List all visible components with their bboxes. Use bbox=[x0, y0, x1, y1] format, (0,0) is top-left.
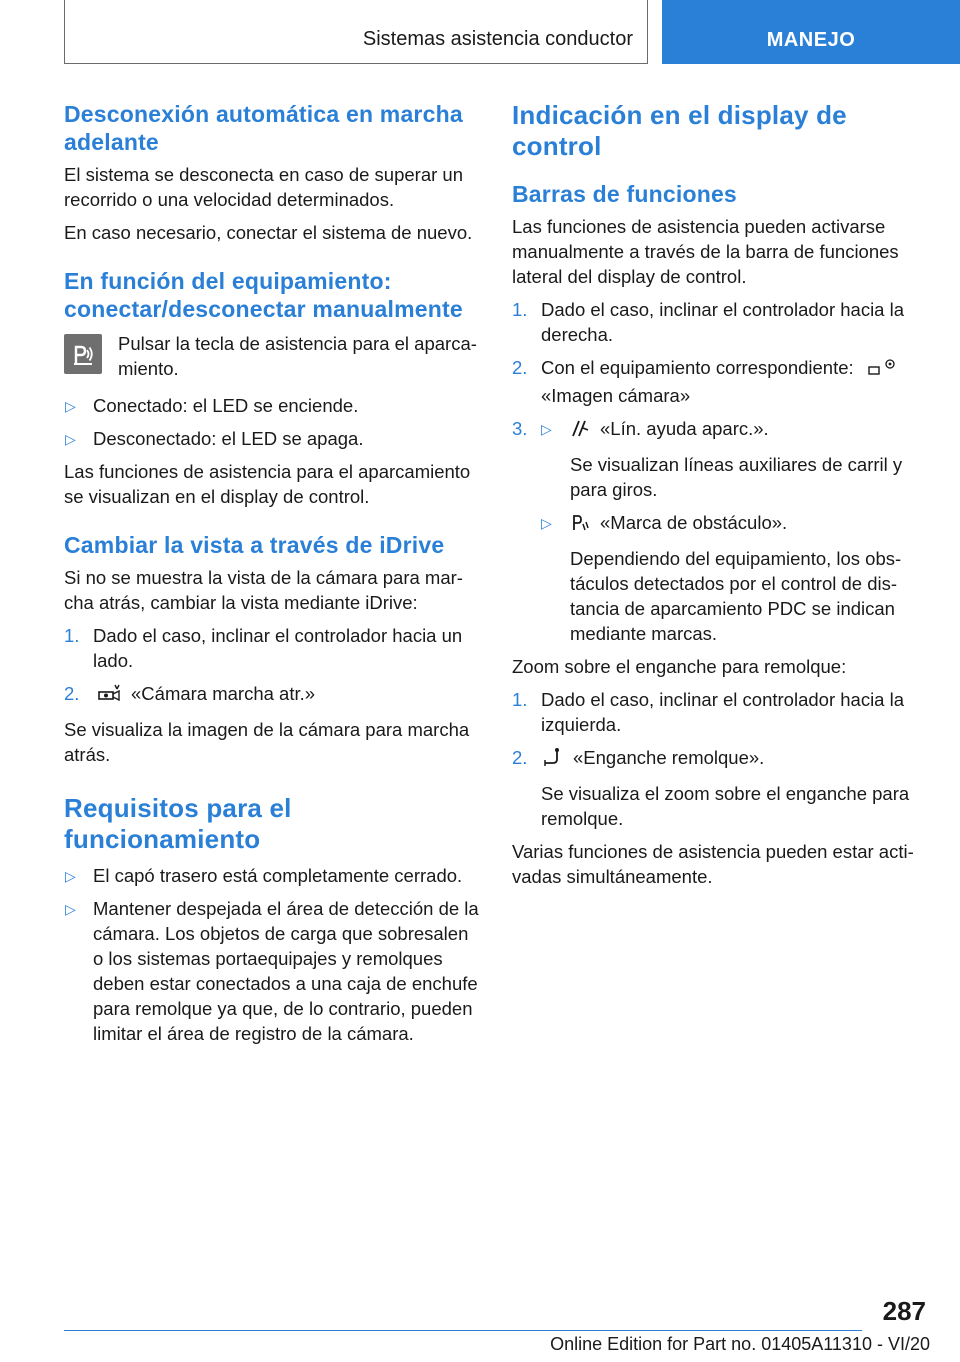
paragraph: Las funciones de asistencia pueden activarse manualmente a través de la barra de funciones lateral del display de control. bbox=[512, 216, 899, 287]
list-item: ▷ Mantener despejada el área de detección de la cámara. Los objetos de carga que sobresalen o los sistemas portaequipajes y remolques deben estar conectados a una caja de enchufe para remolque ya que, de lo contrario, pueden limitar el área de registro de la cámara. bbox=[65, 898, 479, 1044]
triangle-bullet-icon: ▷ bbox=[65, 431, 76, 447]
idrive-steps bbox=[64, 623, 480, 709]
paragraph: Las funciones de asistencia para el aparcamiento se visualizan en el display de control. bbox=[64, 461, 471, 507]
heading-requirements: Requisitos para el funcionamiento bbox=[64, 793, 292, 854]
list-item: ▷ Desconectado: el LED se apaga. bbox=[64, 426, 480, 451]
step-item: 3. ▷ «Lín. ayuda aparc.». Se visualizan líneas auxiliares de carril y para giros. ▷ «Marca de obstáculo». Dependiendo del equipamiento, los obstáculos detectados por el control de distancia de aparcamiento PDC se indican mediante marcas. bbox=[512, 418, 903, 644]
heading-function-bars: Barras de funciones bbox=[512, 181, 737, 207]
trailer-hitch-icon bbox=[541, 747, 563, 773]
hitch-zoom-steps bbox=[512, 687, 928, 831]
parking-guide-lines-icon bbox=[570, 418, 590, 444]
page-number: 287 bbox=[882, 1296, 926, 1326]
section-tab[interactable] bbox=[662, 0, 960, 64]
camera-settings-icon bbox=[867, 357, 897, 383]
step-item: 1. Dado el caso, inclinar el controlador hacia un lado. bbox=[64, 625, 463, 671]
paragraph: Zoom sobre el enganche para remolque: bbox=[512, 656, 847, 677]
step-item: 2. «Enganche remolque». Se visualiza el zoom sobre el enganche para remolque. bbox=[512, 747, 910, 829]
heading-idrive-view: Cambiar la vista a través de iDrive bbox=[64, 532, 445, 558]
parking-assist-button-icon bbox=[64, 334, 102, 374]
heading-display: Indicación en el display de control bbox=[512, 100, 847, 161]
triangle-bullet-icon: ▷ bbox=[65, 868, 76, 884]
step-item: 1. Dado el caso, inclinar el controlador hacia la izquierda. bbox=[512, 689, 905, 735]
heading-auto-off: Desconexión automática en marcha adelante bbox=[64, 101, 463, 155]
triangle-bullet-icon: ▷ bbox=[65, 398, 76, 414]
triangle-bullet-icon: ▷ bbox=[65, 901, 76, 917]
step-item: 2. «Cámara marcha atr.» bbox=[64, 681, 480, 709]
obstacle-marking-icon bbox=[570, 512, 590, 538]
left-column bbox=[64, 100, 480, 1054]
rear-camera-icon bbox=[97, 683, 121, 709]
section-tab-label: MANEJO bbox=[766, 29, 856, 51]
header-box bbox=[64, 0, 648, 64]
paragraph: Si no se muestra la vista de la cámara para marcha atrás, cambiar la vista mediante iDrive: bbox=[64, 567, 463, 613]
triangle-bullet-icon: ▷ bbox=[541, 421, 552, 437]
function-bar-steps bbox=[512, 297, 928, 646]
paragraph: Se visualiza la imagen de la cámara para marcha atrás. bbox=[64, 719, 470, 765]
footer-edition: Online Edition for Part no. 01405A11310 - VI/20 bbox=[550, 1334, 930, 1354]
header-title: Sistemas asistencia conductor bbox=[362, 28, 633, 50]
footer-divider bbox=[64, 1330, 862, 1331]
assist-button-row bbox=[64, 331, 480, 381]
led-status-list bbox=[64, 393, 480, 451]
paragraph: Varias funciones de asistencia pueden estar activadas simultáneamente. bbox=[512, 841, 914, 887]
step-item: 1. Dado el caso, inclinar el controlador hacia la derecha. bbox=[512, 299, 905, 345]
button-instruction: Pulsar la tecla de asistencia para el aparcamiento. bbox=[118, 333, 477, 379]
requirements-list bbox=[64, 863, 480, 1046]
list-item: ▷ Conectado: el LED se enciende. bbox=[64, 393, 480, 418]
triangle-bullet-icon: ▷ bbox=[541, 515, 552, 531]
paragraph: El sistema se desconecta en caso de superar un recorrido o una velocidad determinados. bbox=[64, 164, 464, 210]
step-item: 2. Con el equipamiento correspondiente: «Imagen cámara» bbox=[512, 355, 928, 408]
list-item: ▷ El capó trasero está completamente cerrado. bbox=[64, 863, 480, 888]
paragraph: En caso necesario, conectar el sistema de nuevo. bbox=[64, 222, 473, 243]
right-column bbox=[512, 100, 928, 897]
heading-manual-toggle: En función del equipamiento: conectar/desconectar manualmente bbox=[64, 268, 463, 322]
